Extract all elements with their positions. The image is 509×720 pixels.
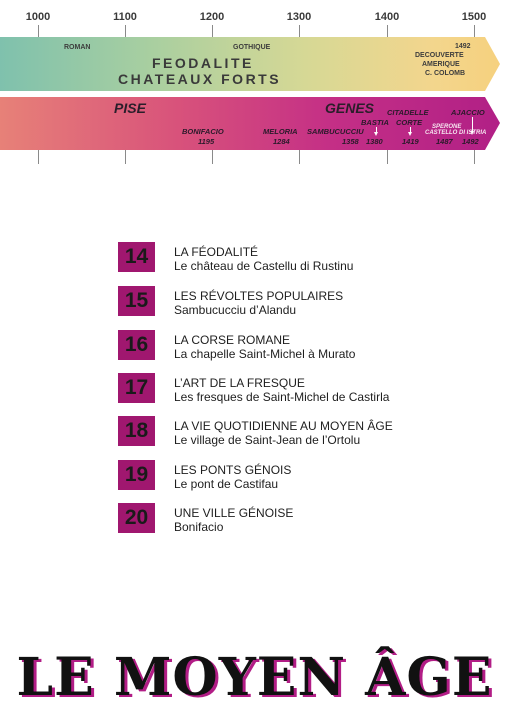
tick (125, 25, 126, 38)
note-decouverte: DECOUVERTE (415, 52, 464, 59)
tick (125, 150, 126, 164)
year-1492: 1492 (462, 137, 479, 146)
note-1492-year: 1492 (455, 43, 471, 50)
chapter-title: LA VIE QUOTIDIENNE AU MOYEN ÂGE (174, 419, 393, 433)
tick (38, 150, 39, 164)
year-1400: 1400 (374, 11, 400, 23)
event-citadelle: CITADELLE (387, 108, 429, 117)
tick (387, 25, 388, 38)
arrow-down-icon (376, 127, 377, 134)
event-meloria: MELORIA (263, 127, 298, 136)
chapter-number: 14 (118, 242, 155, 272)
list-item[interactable] (118, 286, 478, 318)
list-item[interactable] (118, 242, 478, 274)
event-sambucucciu: SAMBUCUCCIU (307, 127, 364, 136)
chapter-title: LES PONTS GÉNOIS (174, 463, 292, 477)
list-item[interactable] (118, 373, 478, 405)
event-small-note-2: CASTELLO DI ISTRIA (425, 130, 487, 136)
event-ajaccio: AJACCIO (451, 108, 485, 117)
chapter-subtitle: Sambucucciu d’Alandu (174, 303, 297, 317)
chapter-subtitle: La chapelle Saint-Michel à Murato (174, 347, 356, 361)
list-item[interactable] (118, 460, 478, 492)
label-pise: PISE (114, 100, 146, 116)
year-1419: 1419 (402, 137, 419, 146)
label-roman: ROMAN (64, 44, 91, 51)
label-genes: GENES (325, 100, 375, 116)
tick (299, 150, 300, 164)
list-item[interactable] (118, 416, 478, 448)
chapter-number: 19 (118, 460, 155, 490)
list-item[interactable] (118, 503, 478, 535)
chapter-title: UNE VILLE GÉNOISE (174, 506, 294, 520)
chapter-subtitle: Le village de Saint-Jean de l’Ortolu (174, 433, 361, 447)
chapter-number: 17 (118, 373, 155, 403)
year-1300: 1300 (286, 11, 312, 23)
chapter-title: LES RÉVOLTES POPULAIRES (174, 289, 344, 303)
tick (474, 25, 475, 38)
chapter-number: 16 (118, 330, 155, 360)
tick (212, 150, 213, 164)
chapter-title: LA FÉODALITÉ (174, 245, 259, 259)
year-1500: 1500 (461, 11, 487, 23)
tick (474, 150, 475, 164)
year-1195: 1195 (198, 137, 215, 146)
list-item[interactable] (118, 330, 478, 362)
note-colomb: C. COLOMB (425, 70, 466, 77)
label-chateaux-forts: CHATEAUX FORTS (118, 71, 282, 87)
year-1200: 1200 (199, 11, 225, 23)
event-bastia: BASTIA (361, 118, 389, 127)
chapter-number: 18 (118, 416, 155, 446)
event-corte: CORTE (396, 118, 423, 127)
year-1380: 1380 (366, 137, 383, 146)
tick (387, 150, 388, 164)
label-feodalite: FEODALITE (152, 55, 254, 71)
note-amerique: AMERIQUE (422, 61, 460, 68)
chapter-title: LA CORSE ROMANE (174, 333, 291, 347)
chapter-subtitle: Bonifacio (174, 520, 224, 534)
chapter-subtitle: Le château de Castellu di Rustinu (174, 259, 354, 273)
year-1487: 1487 (436, 137, 453, 146)
page-title: LE MOYEN ÂGE (16, 647, 493, 708)
tick (38, 25, 39, 38)
year-1284: 1284 (273, 137, 290, 146)
arrow-down-icon (410, 127, 411, 134)
tick (299, 25, 300, 38)
chapter-number: 15 (118, 286, 155, 316)
year-1000: 1000 (25, 11, 51, 23)
year-1358: 1358 (342, 137, 359, 146)
label-gothique: GOTHIQUE (233, 44, 271, 51)
event-bonifacio: BONIFACIO (182, 127, 224, 136)
chapter-number: 20 (118, 503, 155, 533)
year-1100: 1100 (113, 11, 137, 23)
chapter-subtitle: Les fresques de Saint-Michel de Castirla (174, 390, 390, 404)
tick (212, 25, 213, 38)
chapter-title: L’ART DE LA FRESQUE (174, 376, 305, 390)
event-small-note-1: SPERONE (432, 124, 462, 130)
chapter-subtitle: Le pont de Castifau (174, 477, 279, 491)
